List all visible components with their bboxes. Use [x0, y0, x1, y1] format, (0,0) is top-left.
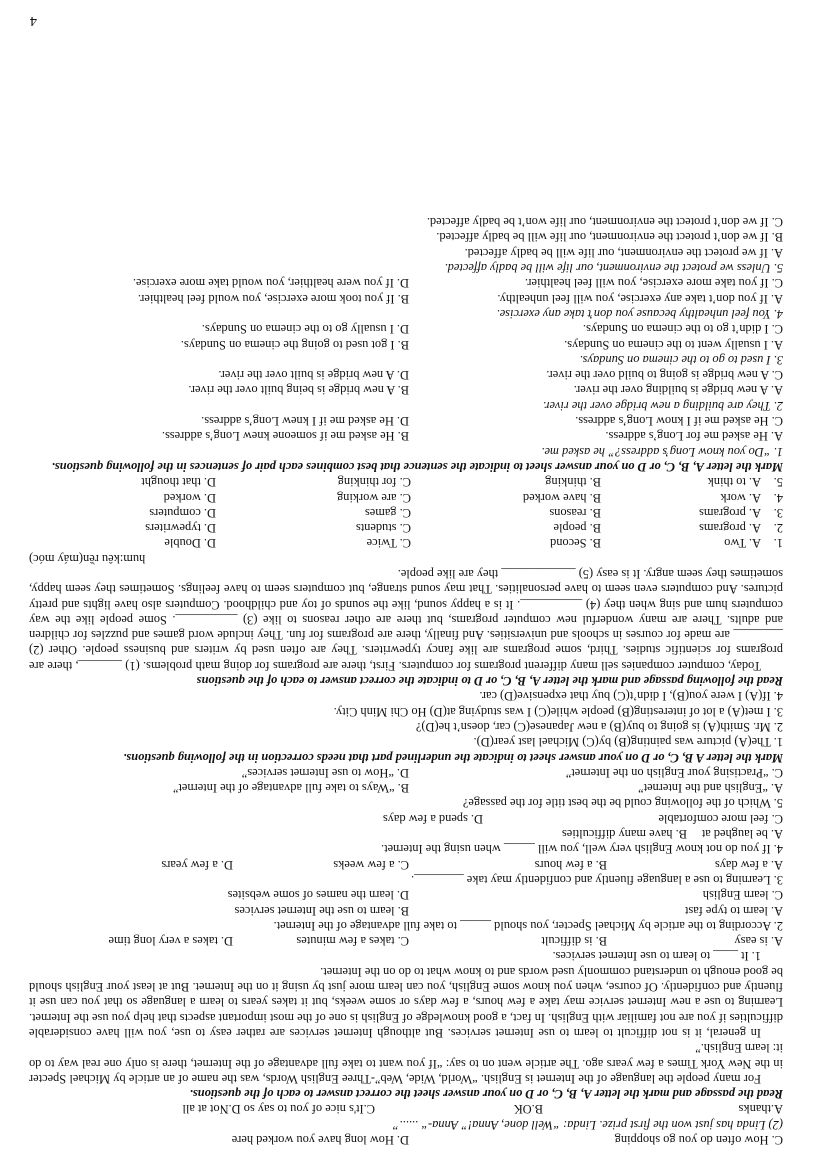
- cloze-row: [29, 535, 783, 550]
- option-b: B. If you took more exercise, you would feel healthier.: [137, 291, 409, 306]
- option-b: B. I got used to going the cinema on Sundays.: [180, 337, 409, 352]
- reading-q1-options: [29, 933, 783, 948]
- combine-q4: 4. You feel unhealthy because you don’t take any exercise.: [496, 306, 783, 321]
- option-d: D. computers: [149, 505, 216, 520]
- option-a: A. is easy: [734, 934, 783, 949]
- option-a: A. to think: [707, 475, 761, 490]
- option-d: D. takes a very long time: [108, 934, 233, 949]
- option-c: C. Twice: [366, 536, 411, 551]
- error-q2: 2. Mr. Smith(A) is going to buy(B) a new Japanese(C) car, doesn’t he(D)?: [415, 719, 783, 734]
- option-c: C. students: [355, 521, 411, 536]
- item-number: 1.: [773, 536, 783, 551]
- option-d: D. Double: [164, 536, 216, 551]
- reading-q1: 1. It ____ to learn to use Internet services.: [552, 949, 761, 964]
- option-d: D. learn the names of some websites: [227, 888, 409, 903]
- error-q3: 3. I met(A) a lot of interesting(B) people while(C) I was studying at(D) Ho Chi Minh City.: [333, 704, 783, 719]
- option-c: C. are working: [337, 490, 411, 505]
- option-a: A. learn to type fast: [684, 903, 783, 918]
- reading-q4-options-2: [29, 810, 783, 825]
- reading-q5-options-1: [29, 780, 783, 795]
- option-c: C. feel more comfortable: [658, 811, 783, 826]
- option-c: C. If you take more exercise, you will feel healthier.: [524, 276, 783, 291]
- option-d: D. I usually go to the cinema on Sundays.: [201, 322, 409, 337]
- option-a: A.thanks: [738, 1102, 783, 1117]
- dialog-prev-options: [29, 1132, 783, 1147]
- item-number: 2.: [773, 521, 783, 536]
- dialog-question: (2) Linda has just won the first prize. Linda: “Well done, Anna!” Anna-“ ......”: [392, 1117, 783, 1132]
- combine-q1-options-2: [29, 413, 783, 428]
- option-b: B. people: [553, 521, 601, 536]
- option-a: A. Two: [724, 536, 761, 551]
- error-q1: 1. The(A) picture was painting(B) by(C) Michael last year(D).: [473, 735, 783, 750]
- option-d: D. that thought: [141, 475, 216, 490]
- page-number: 4: [30, 13, 37, 28]
- option-cd: C.It's nice of you to say so D.Not at all: [182, 1102, 375, 1117]
- cloze-heading: Read the following passage and mark the letter A, B, C, or D to indicate the correct answer to each of the questions: [196, 674, 783, 689]
- item-number: 3.: [773, 505, 783, 520]
- option-a: A. “English and the Internet”: [638, 781, 783, 796]
- cloze-text: Today, computer companies sell many different programs for computers. First, there are programs for doing math problems. (1) _______, there are programs for scientific studies. Third, some programs are like fancy typewriters. They are often used by writers and business people. Other (2) ________ are made for courses in schools and universities. And finally, there are programs for fun. They include word games and puzzles for children and adults. There are many wonderful new computer programs, but there are other reasons to like (3) __________. Some people like the way computers hum and sing when they (4) __________. It is a happy sound, like the sounds of toy and childhood. Computers also have lights and pretty pictures. And computers even seem to have personalities. That may sound strange, but computers seem to have feelings. Sometimes they seem happy, sometimes they seem angry. It is easy (5) ____________ they are like people.: [29, 567, 783, 673]
- option-d: D. a few years: [161, 857, 233, 872]
- combine-q5-option-c: C. If we don’t protect the environment, our life won’t be badly affected.: [426, 215, 783, 230]
- cloze-vocab-note: hum:kêu rền(máy móc): [29, 551, 146, 566]
- dialog-options: [29, 1101, 783, 1116]
- combine-q5-option-b: B. If we don’t protect the environment, our life will be badly affected.: [436, 230, 783, 245]
- option-a: A. programs: [699, 505, 761, 520]
- option-c: C. I didn’t go to the cinema on Sundays.: [582, 322, 783, 337]
- option-d: D. How long have you worked here: [231, 1133, 409, 1147]
- option-c: C. He asked me if I know Long’s address.: [575, 414, 783, 429]
- option-d: D. worked: [163, 490, 216, 505]
- reading-q4: 4. If you do not know English very well, you will _____ when using the Internet.: [381, 842, 783, 857]
- reading-q5-options-2: [29, 765, 783, 780]
- combine-q1: 1. “Do you know Long’s address?” he asked me.: [541, 444, 783, 459]
- option-d: D. He asked me if I knew Long’s address.: [201, 414, 409, 429]
- combine-q2-options-2: [29, 367, 783, 382]
- reading-q2-options-1: [29, 902, 783, 917]
- option-b: B. have worked: [522, 490, 601, 505]
- option-d: D. typewriters: [145, 521, 216, 536]
- cloze-options: [29, 474, 783, 550]
- option-d: D. A new bridge is built over the river.: [218, 368, 409, 383]
- page-content: [29, 214, 783, 1147]
- reading-q2-options-2: [29, 887, 783, 902]
- option-b: B.OK: [513, 1102, 543, 1117]
- option-a: A. be laughed at: [701, 827, 783, 842]
- option-a: A. He asked me for Long’s address.: [605, 429, 783, 444]
- combine-q4-options-1: [29, 290, 783, 305]
- option-b: B. A new bridge is being built over the river.: [188, 383, 409, 398]
- option-c: C. a few weeks: [333, 857, 409, 872]
- option-c: C. learn English: [702, 888, 783, 903]
- option-c: C. takes a few minutes: [296, 934, 409, 949]
- reading-q4-options-1: [29, 826, 783, 841]
- combine-q5-option-a: A. If we protect the environment, our life will be badly affected.: [464, 245, 783, 260]
- item-number: 4.: [773, 490, 783, 505]
- combine-q2-options-1: [29, 382, 783, 397]
- combine-q5: 5. Unless we protect the environment, our life will be badly affected.: [444, 261, 783, 276]
- cloze-row: [29, 520, 783, 535]
- option-c: C. How often do you go shopping: [614, 1133, 783, 1147]
- combine-q1-options-1: [29, 428, 783, 443]
- option-c: C. A new bridge is going to build over the river.: [546, 368, 783, 383]
- option-b: B. Second: [550, 536, 601, 551]
- reading-q3: 3. Learning to use a language fluently and confidently may take ________.: [411, 872, 783, 887]
- option-b: B. is difficult: [541, 934, 607, 949]
- cloze-row: [29, 489, 783, 504]
- option-a: A. A new bridge is building over the river.: [573, 383, 783, 398]
- option-b: B. “Ways to take full advantage of the Internet”: [172, 781, 409, 796]
- combine-q3: 3. I used to go to the cinema on Sundays.: [579, 352, 783, 367]
- option-b: B. thinking: [545, 475, 601, 490]
- option-b: B. a few hours: [534, 857, 607, 872]
- option-d: D. spend a few days: [382, 811, 483, 826]
- option-d: D. If you were healthier, you would take more exercise.: [132, 276, 409, 291]
- item-number: 5.: [773, 475, 783, 490]
- combine-q4-options-2: [29, 275, 783, 290]
- combine-q2: 2. They are building a new bridge over the river.: [542, 398, 783, 413]
- option-b: B. have many difficulties: [561, 827, 687, 842]
- reading-heading: Read the passage and mark the letter A, B, C, or D on your answer sheet the correct answer to each of the questions.: [189, 1087, 783, 1102]
- option-b: B. reasons: [549, 505, 601, 520]
- cloze-row: [29, 474, 783, 489]
- reading-q3-options: [29, 856, 783, 871]
- option-a: A. I usually went to the cinema on Sundays.: [564, 337, 783, 352]
- option-a: A. programs: [699, 521, 761, 536]
- option-a: A. If you don’t take any exercise, you will feel unhealthy.: [497, 291, 783, 306]
- option-a: A. work: [720, 490, 761, 505]
- option-b: B. He asked me if someone knew Long’s address.: [161, 429, 409, 444]
- option-a: A. a few days: [714, 857, 783, 872]
- reading-q2: 2. According to the article by Michael Specter, you should _____ to take full advantage of the Internet.: [273, 918, 783, 933]
- combine-q3-options-1: [29, 336, 783, 351]
- option-c: C. games: [364, 505, 411, 520]
- error-heading: Mark the letter A B, C, or D on your answer sheet to indicate the underlined part that needs correction in the following questions.: [123, 750, 783, 765]
- option-c: C. “Practising your English on the Internet”: [565, 765, 783, 780]
- option-c: C. for thinking: [337, 475, 411, 490]
- combine-heading: Mark the letter A, B, C, or D on your answer sheet to indicate the sentence that best combines each pair of sentences in the following questions.: [51, 459, 783, 474]
- reading-paragraph-2: In general, it is not difficult to learn to use Internet services. But although Internet services are rather easy to use, you will have considerable difficulties if you are not familiar with English. In fact, a good knowledge of English is one of the most important aspects that help you use the Internet. Learning to use a new Internet service may take a few hours, a few days or some weeks, but it takes years to learn a language so that you can use it fluently and confidently. Of course, when you know some English, you can learn more just by using it on the Internet. But at least your English should be good enough to understand commonly used words and to know what to do on the Internet.: [29, 964, 783, 1040]
- combine-q3-options-2: [29, 321, 783, 336]
- reading-q5: 5. Which of the following could be the best title for the passage?: [462, 796, 783, 811]
- error-q4: 4. If(A) I were you(B), I didn’t(C) buy that expensive(D) car.: [479, 689, 783, 704]
- option-d: D. “How to use Internet services”: [241, 765, 409, 780]
- option-b: B. learn to use the Internet services: [234, 903, 409, 918]
- reading-paragraph-1: For many people the language of the Internet is English. “World, Wide, Web”-Three English Words, was the name of an article by Michael Specter in the New York Times a few years ago. The article went on to say: “If you want to take full advantage of the Internet, there is only one real way to do it: learn English.”: [29, 1041, 783, 1086]
- cloze-row: [29, 505, 783, 520]
